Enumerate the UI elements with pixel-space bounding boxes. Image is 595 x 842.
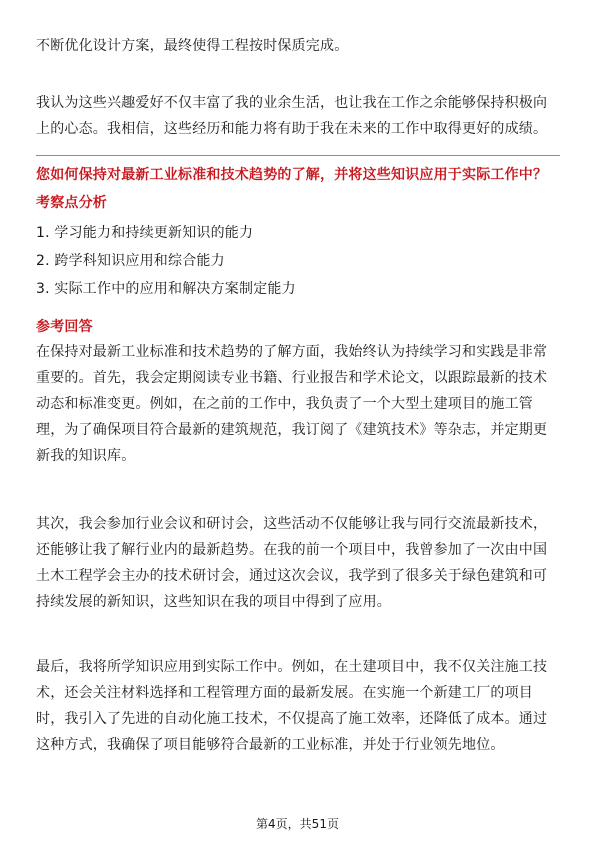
paragraph-line: 动态和标准变更。例如，在之前的工作中，我负责了一个大型土建项目的施工管 <box>36 396 533 412</box>
question-title-text: 您如何保持对最新工业标准和技术趋势的了解，并将这些知识应用于实际工作中？ <box>36 167 548 183</box>
page-number: 第4页，共51页 <box>256 817 339 831</box>
analysis-heading <box>36 190 560 216</box>
paragraph-line: 最后，我将所学知识应用到实际工作中。例如，在土建项目中，我不仅关注施工技 <box>36 659 548 675</box>
intro-line: 不断优化设计方案，最终使得工程按时保质完成。 <box>36 38 349 54</box>
analysis-point: 3. 实际工作中的应用和解决方案制定能力 <box>36 281 296 297</box>
analysis-heading-text: 考察点分析 <box>36 195 107 211</box>
paragraph-line: 持续发展的新知识，这些知识在我的项目中得到了应用。 <box>36 594 391 610</box>
paragraph-line: 土木工程学会主办的技术研讨会，通过这次会议，我学到了很多关于绿色建筑和可 <box>36 568 548 584</box>
answer-paragraph-2 <box>36 511 560 615</box>
hobbies-paragraph <box>36 90 560 142</box>
answer-paragraph-3 <box>36 654 560 758</box>
paragraph-line: 新我的知识库。 <box>36 448 136 464</box>
intro-paragraph <box>36 33 560 59</box>
paragraph-line: 在保持对最新工业标准和技术趋势的了解方面，我始终认为持续学习和实践是非常 <box>36 344 548 360</box>
paragraph-line: 还能够让我了解行业内的最新趋势。在我的前一个项目中，我曾参加了一次由中国 <box>36 542 548 558</box>
paragraph-line: 理，为了确保项目符合最新的建筑规范，我订阅了《建筑技术》等杂志，并定期更 <box>36 422 548 438</box>
paragraph-line: 其次，我会参加行业会议和研讨会，这些活动不仅能够让我与同行交流最新技术， <box>36 516 548 532</box>
question-title <box>36 162 560 188</box>
answer-heading <box>36 314 560 340</box>
section-divider <box>36 155 560 156</box>
paragraph-line: 时，我引入了先进的自动化施工技术，不仅提高了施工效率，还降低了成本。通过 <box>36 711 548 727</box>
analysis-point: 2. 跨学科知识应用和综合能力 <box>36 253 225 269</box>
answer-heading-text: 参考回答 <box>36 319 93 335</box>
answer-paragraph-1 <box>36 339 560 469</box>
analysis-list <box>36 219 560 303</box>
paragraph-line: 上的心态。我相信，这些经历和能力将有助于我在未来的工作中取得更好的成绩。 <box>36 121 548 137</box>
paragraph-line: 这种方式，我确保了项目能够符合最新的工业标准，并处于行业领先地位。 <box>36 737 505 753</box>
paragraph-line: 重要的。首先，我会定期阅读专业书籍、行业报告和学术论文，以跟踪最新的技术 <box>36 370 548 386</box>
paragraph-line: 术，还会关注材料选择和工程管理方面的最新发展。在实施一个新建工厂的项目 <box>36 685 533 701</box>
paragraph-line: 我认为这些兴趣爱好不仅丰富了我的业余生活，也让我在工作之余能够保持积极向 <box>36 95 548 111</box>
analysis-point: 1. 学习能力和持续更新知识的能力 <box>36 225 254 241</box>
